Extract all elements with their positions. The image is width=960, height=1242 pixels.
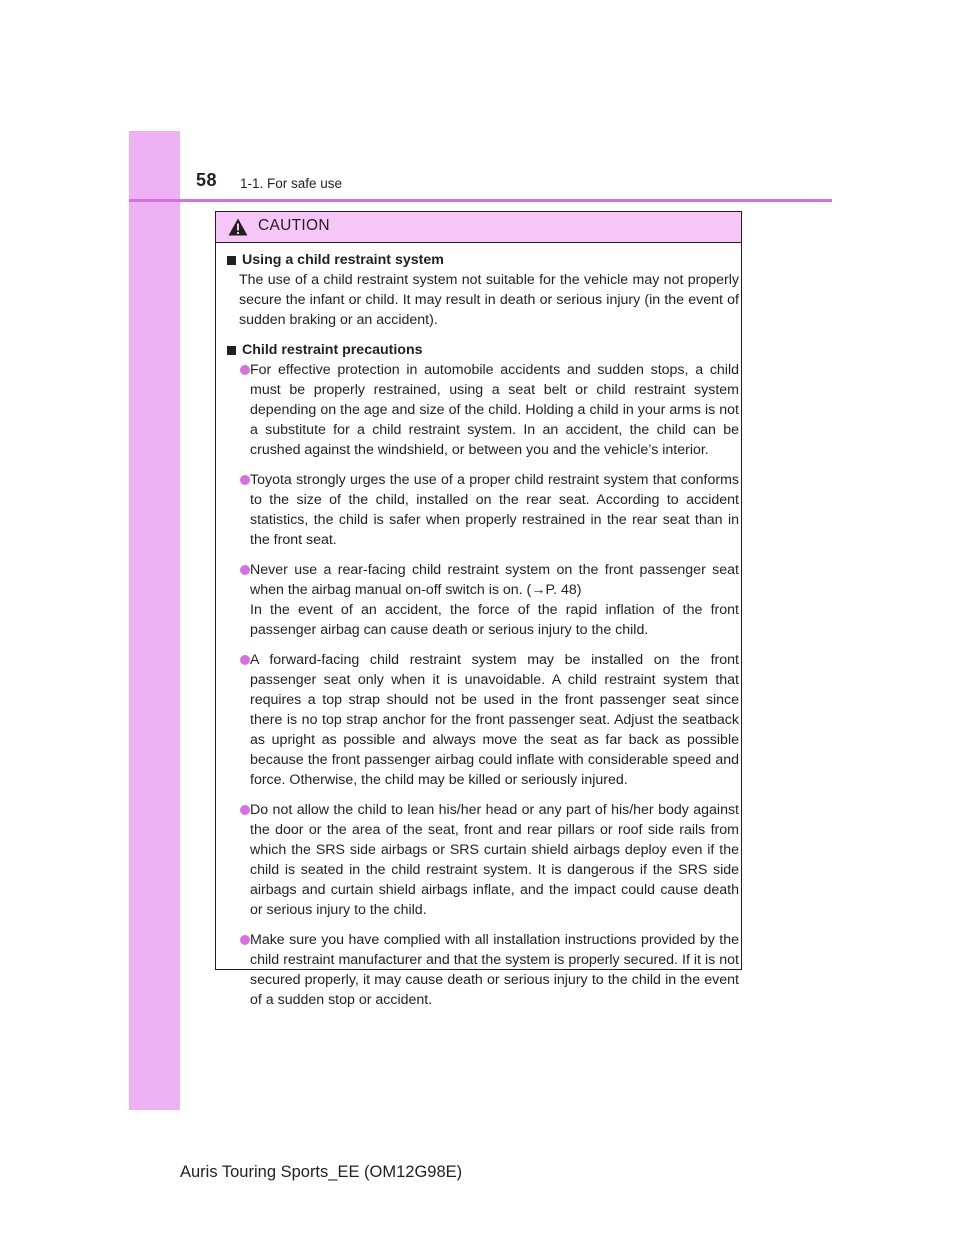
footer-model-code: Auris Touring Sports_EE (OM12G98E) bbox=[180, 1163, 463, 1181]
bullet-text: Toyota strongly urges the use of a proper child restraint system that conforms to the size of the child, installed on the rear seat. According to accident statistics, the child is safer when properly restrained in the rear seat than in the front seat. bbox=[250, 472, 739, 548]
caution-content bbox=[225, 250, 739, 1010]
section-paragraph: The use of a child restraint system not suitable for the vehicle may not properly secure the infant or child. It may result in death or serious injury (in the event of sudden braking or an accident). bbox=[239, 272, 739, 328]
side-color-bar bbox=[129, 131, 180, 1110]
bullet-dot-icon bbox=[240, 655, 250, 665]
bullet-item bbox=[240, 360, 739, 460]
bullet-text: Do not allow the child to lean his/her head or any part of his/her body against the door or the area of the seat, front and rear pillars or roof side rails from which the SRS side airbags or SRS curtain shield airbags deploy even if the child is seated in the child restraint system. It is dangerous if the SRS side airbags and curtain shield airbags inflate, and the impact could cause death or serious injury to the child. bbox=[250, 802, 739, 918]
header-rule bbox=[129, 199, 832, 202]
bullet-item bbox=[240, 650, 739, 790]
bullet-item bbox=[240, 470, 739, 550]
section-heading bbox=[225, 340, 739, 360]
caution-label: CAUTION bbox=[258, 217, 330, 234]
heading-text: Child restraint precautions bbox=[242, 342, 423, 358]
bullet-text: A forward-facing child restraint system may be installed on the front passenger seat only when it is unavoidable. A child restraint system that requires a top strap should not be used in the front passenger seat since there is no top strap anchor for the front passenger seat. Adjust the seatback as upright as possible and always move the seat as far back as possible because the front passenger airbag could inflate with considerable speed and force. Otherwise, the child may be killed or seriously injured. bbox=[250, 652, 739, 788]
bullet-text: Make sure you have complied with all installation instructions provided by the child restraint manufacturer and that the system is properly secured. If it is not secured properly, it may cause death or serious injury to the child in the event of a sudden stop or accident. bbox=[250, 932, 739, 1008]
page-number: 58 bbox=[196, 170, 218, 190]
bullet-text: Never use a rear-facing child restraint system on the front passenger seat when the airbag manual on-off switch is on. (→P. 48) In the event of an accident, the force of the rapid inflation of the front passenger airbag can cause death or serious injury to the child. bbox=[250, 562, 739, 638]
bullet-dot-icon bbox=[240, 935, 250, 945]
bullet-item bbox=[240, 560, 739, 640]
bullet-dot-icon bbox=[240, 475, 250, 485]
bullet-dot-icon bbox=[240, 805, 250, 815]
warning-triangle-icon bbox=[228, 218, 248, 236]
section-heading bbox=[225, 250, 739, 270]
section-title: 1-1. For safe use bbox=[240, 176, 343, 191]
bullet-dot-icon bbox=[240, 565, 250, 575]
square-bullet-icon bbox=[227, 256, 236, 265]
heading-text: Using a child restraint system bbox=[242, 252, 444, 268]
bullet-item bbox=[240, 800, 739, 920]
caution-header bbox=[216, 212, 741, 243]
square-bullet-icon bbox=[227, 346, 236, 355]
bullet-dot-icon bbox=[240, 365, 250, 375]
bullet-item bbox=[240, 930, 739, 1010]
caution-box bbox=[215, 211, 742, 1008]
bullet-text: For effective protection in automobile accidents and sudden stops, a child must be properly restrained, using a seat belt or child restraint system depending on the age and size of the child. Holding a child in your arms is not a substitute for a child restraint system. In an accident, the child can be crushed against the windshield, or between you and the vehicle’s interior. bbox=[250, 362, 739, 458]
